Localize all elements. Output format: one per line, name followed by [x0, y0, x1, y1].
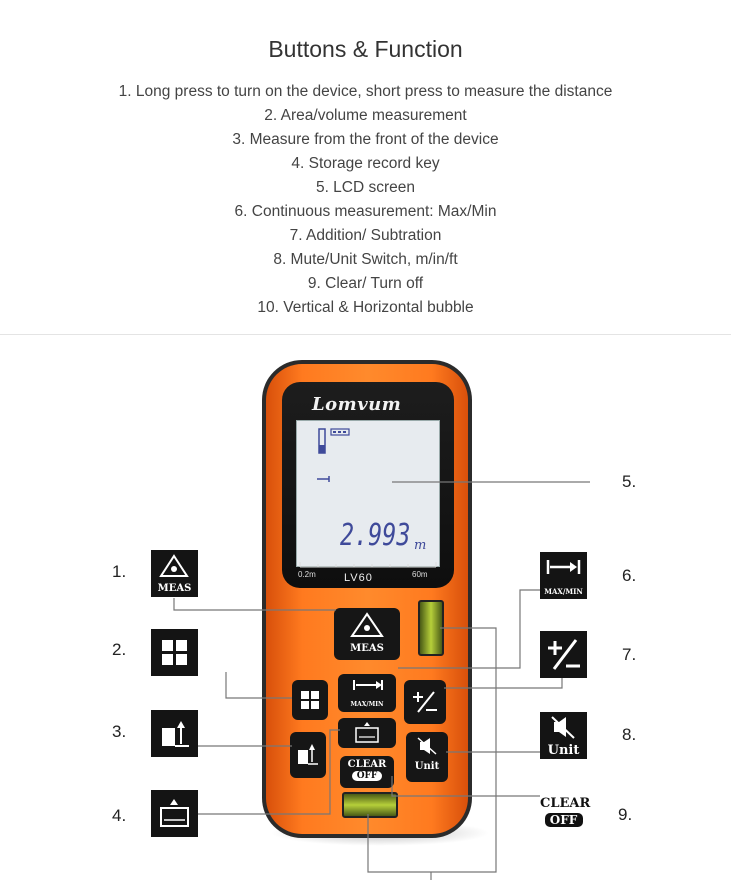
- scale-min-label: 0.2m: [298, 570, 316, 579]
- clear-callout-label: CLEAR: [540, 796, 591, 811]
- storage-key[interactable]: [338, 718, 396, 748]
- function-item: 10. Vertical & Horizontal bubble: [257, 299, 474, 316]
- function-item: 7. Addition/ Subtration: [289, 227, 442, 244]
- section-divider: [0, 334, 731, 335]
- plus-minus-icon: [540, 631, 587, 678]
- arrow-to-bar-icon: [338, 674, 396, 696]
- front-callout-icon: [151, 710, 198, 757]
- speaker-mute-icon: [406, 732, 448, 760]
- maxmin-callout-label: MAX/MIN: [544, 587, 583, 596]
- lcd-unit: m: [414, 538, 427, 553]
- meas-callout-label: MEAS: [157, 583, 192, 594]
- lcd-reading: 2.993: [340, 518, 411, 553]
- model-label: LV60: [344, 572, 373, 584]
- maxmin-key[interactable]: [338, 674, 396, 712]
- maxmin-key-label: MAX/MIN: [350, 701, 384, 708]
- function-item: 3. Measure from the front of the device: [232, 131, 499, 148]
- function-item: 5. LCD screen: [315, 179, 416, 196]
- callout-number-4: 4.: [112, 806, 127, 825]
- meas-key[interactable]: [334, 608, 400, 660]
- callout-number-2: 2.: [112, 640, 127, 659]
- laser-triangle-icon: [334, 608, 400, 642]
- area-key[interactable]: [292, 680, 328, 720]
- laser-triangle-icon: [151, 550, 198, 582]
- unit-key-label: Unit: [414, 761, 440, 772]
- function-item: 8. Mute/Unit Switch, m/in/ft: [273, 251, 458, 268]
- function-item: 6. Continuous measurement: Max/Min: [234, 203, 497, 220]
- maxmin-callout-icon: [540, 552, 587, 599]
- horizontal-bubble: [342, 792, 398, 818]
- page-title: Buttons & Function: [268, 36, 463, 62]
- function-list: [0, 80, 731, 320]
- meas-callout-icon: [151, 550, 198, 597]
- speaker-mute-icon: [540, 712, 587, 742]
- plus-minus-icon: [404, 680, 446, 724]
- unit-callout-label: Unit: [547, 743, 580, 758]
- front-key[interactable]: [290, 732, 326, 778]
- function-item: 1. Long press to turn on the device, short press to measure the distance: [118, 83, 613, 100]
- storage-record-icon: [338, 718, 396, 748]
- arrow-to-bar-icon: [540, 552, 587, 582]
- callout-number-1: 1.: [112, 562, 127, 581]
- callout-number-9: 9.: [618, 805, 633, 824]
- clear-callout-icon: [540, 790, 591, 837]
- function-item: 2. Area/volume measurement: [264, 107, 467, 124]
- callout-number-7: 7.: [622, 645, 637, 664]
- clear-key-label: CLEAR: [347, 759, 387, 770]
- area-callout-icon: [151, 629, 198, 676]
- four-squares-icon: [151, 629, 198, 676]
- storage-callout-icon: [151, 790, 198, 837]
- callout-number-5: 5.: [622, 472, 637, 491]
- callout-number-8: 8.: [622, 725, 637, 744]
- plusminus-key[interactable]: [404, 680, 446, 724]
- unit-key[interactable]: [406, 732, 448, 782]
- callout-number-3: 3.: [112, 722, 127, 741]
- vertical-bubble: [418, 600, 444, 656]
- front-reference-icon: [151, 710, 198, 757]
- unit-callout-icon: [540, 712, 587, 759]
- off-key-label: OFF: [352, 771, 382, 781]
- clear-key[interactable]: [340, 756, 394, 788]
- storage-record-icon: [151, 790, 198, 837]
- scale-max-label: 60m: [412, 570, 428, 579]
- front-reference-icon: [290, 732, 326, 778]
- off-callout-label: OFF: [545, 813, 583, 827]
- function-item: 9. Clear/ Turn off: [307, 275, 424, 292]
- brand-logo: Lomvum: [312, 394, 402, 415]
- meas-key-label: MEAS: [350, 643, 384, 654]
- plusminus-callout-icon: [540, 631, 587, 678]
- function-item: 4. Storage record key: [291, 155, 440, 172]
- callout-number-6: 6.: [622, 566, 637, 585]
- four-squares-icon: [292, 680, 328, 720]
